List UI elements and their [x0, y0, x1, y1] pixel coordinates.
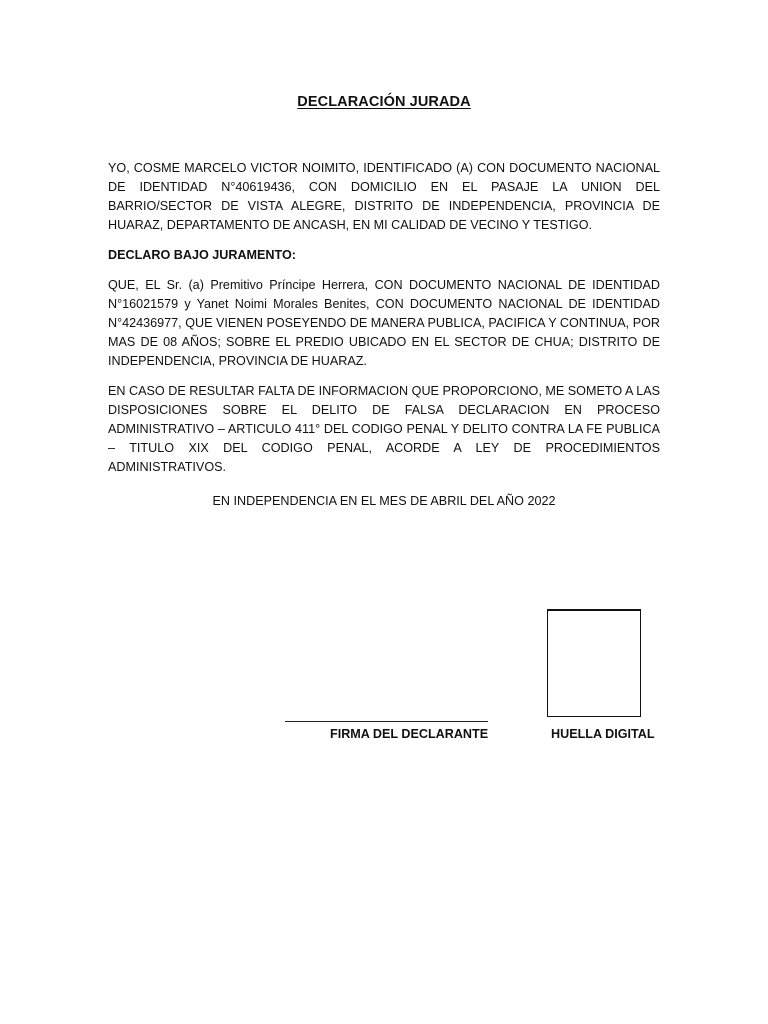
signature-line	[285, 721, 488, 722]
document-body	[108, 159, 660, 488]
fingerprint-label: HUELLA DIGITAL	[551, 727, 655, 741]
signature-label: FIRMA DEL DECLARANTE	[330, 727, 489, 741]
declaration-heading: DECLARO BAJO JURAMENTO:	[108, 248, 296, 262]
document-title	[0, 94, 768, 110]
legal-disclaimer-paragraph: EN CASO DE RESULTAR FALTA DE INFORMACION QUE PROPORCIONO, ME SOMETO A LAS DISPOSICIONES SOBRE EL DELITO DE FALSA DECLARACION EN PROCESO ADMINISTRATIVO – ARTICULO 411° DEL CODIGO PENAL Y DELITO CONTRA LA FE PUBLICA – TITULO XIX DEL CODIGO PENAL, ACORDE A LEY DE PROCEDIMIENTOS ADMINISTRATIVOS.	[108, 384, 660, 474]
document-title-text: DECLARACIÓN JURADA	[297, 94, 471, 110]
fingerprint-box	[547, 609, 641, 717]
possession-paragraph: QUE, EL Sr. (a) Premitivo Príncipe Herrera, CON DOCUMENTO NACIONAL DE IDENTIDAD N°16021579 y Yanet Noimi Morales Benites, CON DOCUMENTO NACIONAL DE IDENTIDAD N°42436977, QUE VIENEN POSEYENDO DE MANERA PUBLICA, PACIFICA Y CONTINUA, POR MAS DE 08 AÑOS; SOBRE EL PREDIO UBICADO EN EL SECTOR DE CHUA; DISTRITO DE INDEPENDENCIA, PROVINCIA DE HUARAZ.	[108, 278, 660, 368]
declarant-paragraph: YO, COSME MARCELO VICTOR NOIMITO, IDENTIFICADO (A) CON DOCUMENTO NACIONAL DE IDENTIDAD N°40619436, CON DOMICILIO EN EL PASAJE LA UNION DEL BARRIO/SECTOR DE VISTA ALEGRE, DISTRITO DE INDEPENDENCIA, PROVINCIA DE HUARAZ, DEPARTAMENTO DE ANCASH, EN MI CALIDAD DE VECINO Y TESTIGO.	[108, 161, 660, 232]
place-date: EN INDEPENDENCIA EN EL MES DE ABRIL DEL AÑO 2022	[212, 494, 556, 508]
